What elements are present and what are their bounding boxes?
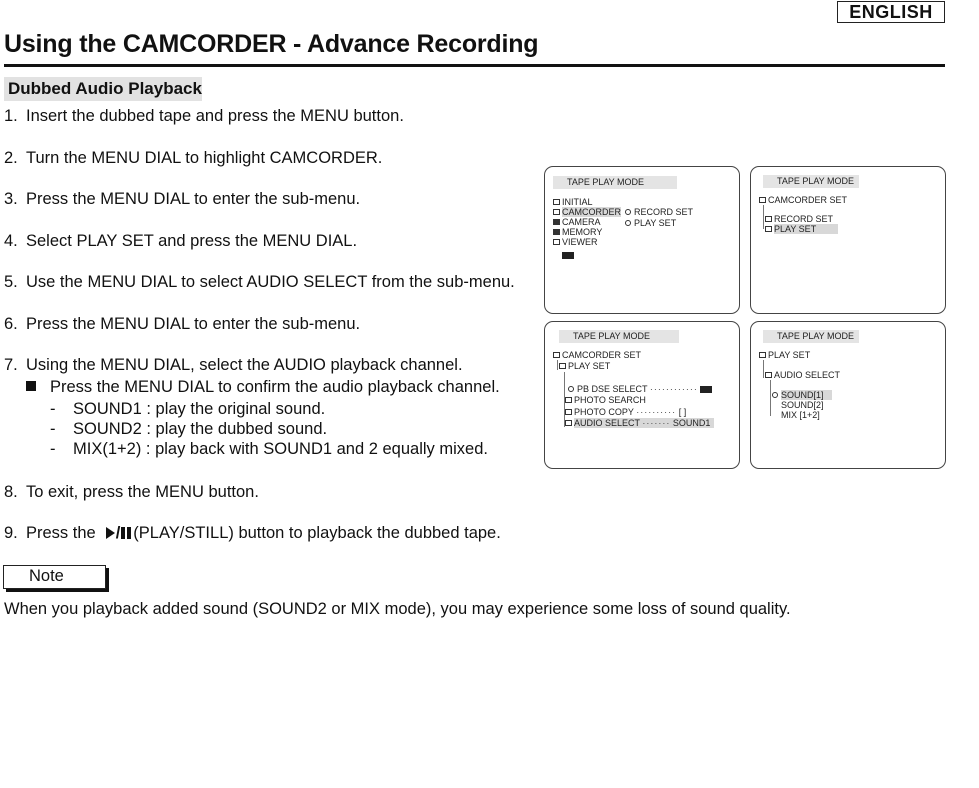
mode-bar: TAPE PLAY MODE [559, 330, 679, 343]
step-text: Using the MENU DIAL, select the AUDIO playback channel. [26, 356, 463, 374]
step-7 [4, 356, 463, 375]
bullet-text: Press the MENU DIAL to confirm the audio playback channel. [50, 378, 500, 396]
square-bullet-icon [26, 381, 36, 391]
tape-icon [562, 250, 574, 260]
step-1 [4, 107, 404, 126]
dash: - [50, 400, 56, 418]
step-6 [4, 315, 360, 334]
tree-line [770, 380, 771, 416]
option-text: SOUND1 : play the original sound. [73, 400, 326, 418]
option-text: SOUND2 : play the dubbed sound. [73, 420, 328, 438]
page-title: Using the CAMCORDER - Advance Recording [4, 30, 539, 58]
dash: - [50, 440, 56, 458]
language-badge: ENGLISH [837, 1, 945, 23]
step-8 [4, 483, 259, 502]
step-number: 9. [4, 524, 18, 542]
step-text: Press the MENU DIAL to enter the sub-menu. [26, 315, 361, 333]
child-play-set: PLAY SET [559, 361, 610, 371]
option-sound2: SOUND[2] [781, 400, 824, 410]
item-play-set: PLAY SET [765, 224, 838, 234]
page-number: 73 [929, 762, 971, 786]
step-number: 7. [4, 356, 18, 374]
option-sound1: SOUND[1] [772, 390, 832, 400]
tree-line [763, 205, 764, 229]
step-4 [4, 232, 357, 251]
step-text: Use the MENU DIAL to select AUDIO SELECT from the sub-menu. [26, 273, 515, 291]
tree-line [557, 360, 558, 370]
osd-screen-2 [750, 166, 946, 314]
menu-camcorder: CAMCORDER [553, 207, 621, 217]
section-heading: Dubbed Audio Playback [4, 77, 202, 101]
menu-memory: MEMORY [553, 227, 602, 237]
step-number: 5. [4, 273, 18, 291]
step-text: Insert the dubbed tape and press the MENU button. [26, 107, 404, 125]
mode-bar: TAPE PLAY MODE [553, 176, 677, 189]
menu-viewer: VIEWER [553, 237, 598, 247]
menu-initial: INITIAL [553, 197, 593, 207]
option-mix: MIX [1+2] [781, 410, 820, 420]
play-still-icon: / [96, 524, 134, 542]
step-text: To exit, press the MENU button. [26, 483, 259, 501]
step-number: 2. [4, 149, 18, 167]
note-text: When you playback added sound (SOUND2 or MIX mode), you may experience some loss of sound quality. [4, 600, 791, 618]
child-audio-select: AUDIO SELECT [765, 370, 840, 380]
option-sound2 [50, 420, 327, 439]
submenu-play-set: PLAY SET [625, 218, 676, 228]
item-record-set: RECORD SET [765, 214, 833, 224]
step-number: 4. [4, 232, 18, 250]
parent-play-set: PLAY SET [759, 350, 810, 360]
dash: - [50, 420, 56, 438]
step-9 [4, 524, 501, 543]
parent-camcorder-set: CAMCORDER SET [759, 195, 847, 205]
step-number: 8. [4, 483, 18, 501]
step-text: Press the MENU DIAL to enter the sub-menu. [26, 190, 361, 208]
tree-line [763, 360, 764, 378]
step-2 [4, 149, 382, 168]
mode-bar: TAPE PLAY MODE [763, 175, 859, 188]
menu-camera: CAMERA [553, 217, 601, 227]
osd-screen-3 [544, 321, 740, 469]
step-text: Select PLAY SET and press the MENU DIAL. [26, 232, 358, 250]
step-text-post: (PLAY/STILL) button to playback the dubbed tape. [133, 524, 501, 542]
step-number: 3. [4, 190, 18, 208]
title-divider [4, 64, 945, 67]
osd-screen-1 [544, 166, 740, 314]
step-text: Turn the MENU DIAL to highlight CAMCORDER. [26, 149, 383, 167]
step-text-pre: Press the [26, 524, 96, 542]
osd-screen-4 [750, 321, 946, 469]
mode-bar: TAPE PLAY MODE [763, 330, 859, 343]
option-mix [50, 440, 488, 459]
option-text: MIX(1+2) : play back with SOUND1 and 2 equally mixed. [73, 440, 488, 458]
step-3 [4, 190, 360, 209]
item-audio-select: AUDIO SELECT ······· SOUND1 [565, 418, 714, 428]
note-label: Note [3, 565, 106, 589]
parent-camcorder-set: CAMCORDER SET [553, 350, 641, 360]
item-pb-dse-select: PB DSE SELECT ············ [568, 384, 712, 394]
step-number: 1. [4, 107, 18, 125]
step-7-bullet [26, 378, 500, 397]
item-photo-copy: PHOTO COPY ·········· [ ] [565, 407, 686, 417]
option-sound1 [50, 400, 325, 419]
dse-icon [700, 386, 712, 393]
step-5 [4, 273, 515, 292]
item-photo-search: PHOTO SEARCH [565, 395, 646, 405]
submenu-record-set: RECORD SET [625, 207, 693, 217]
step-number: 6. [4, 315, 18, 333]
